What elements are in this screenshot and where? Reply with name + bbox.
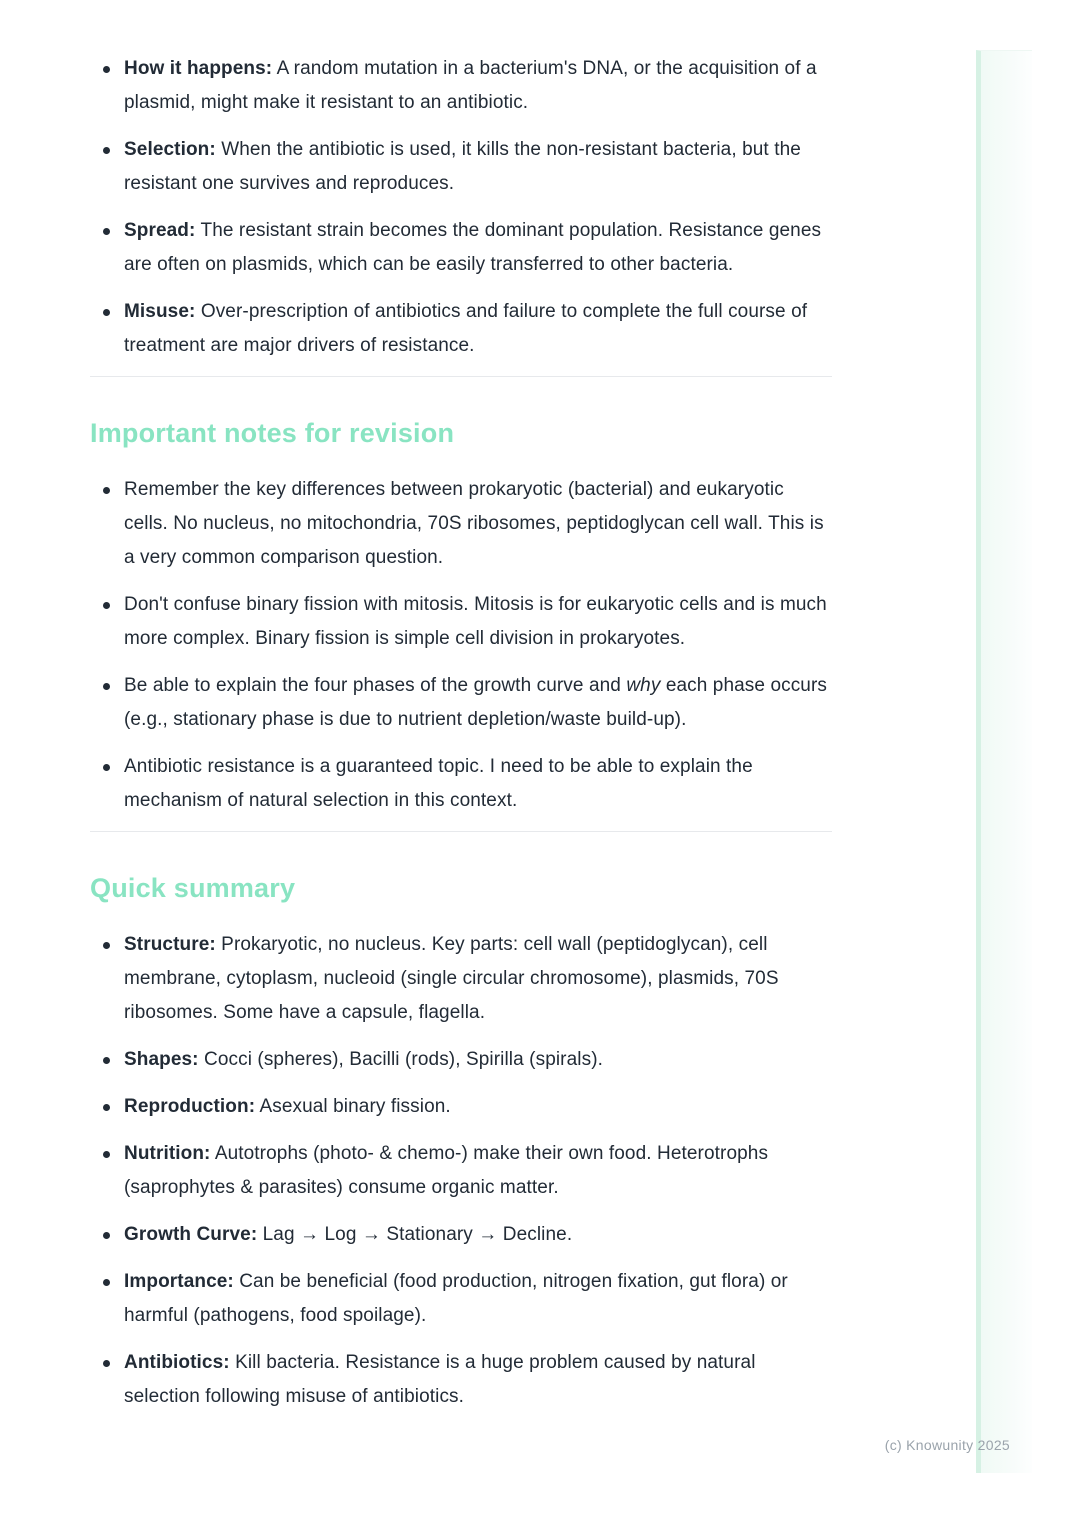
list-item [90, 295, 832, 363]
list-item [90, 928, 832, 1030]
list-item-text: Remember the key differences between prokaryotic (bacterial) and eukaryotic cells. No nucleus, no mitochondria, 70S ribosomes, peptidoglycan cell wall. This is a very common comparison question. [124, 479, 824, 568]
section-heading-quick-summary: Quick summary [90, 873, 296, 903]
list-item-label: Reproduction: [124, 1096, 256, 1117]
list-item-text: Can be beneficial (food production, nitrogen fixation, gut flora) or harmful (pathogens, food spoilage). [124, 1271, 788, 1326]
list-item [90, 1346, 832, 1414]
list-item-text: Don't confuse binary fission with mitosis. Mitosis is for eukaryotic cells and is much more complex. Binary fission is simple cell division in prokaryotes. [124, 594, 827, 649]
list-item-label: Importance: [124, 1271, 234, 1292]
list-item-label: Antibiotics: [124, 1352, 230, 1373]
list-item [90, 1265, 832, 1333]
list-item-text: Lag → Log → Stationary → Decline. [257, 1224, 573, 1245]
list-item-text: Cocci (spheres), Bacilli (rods), Spirilla (spirals). [198, 1049, 604, 1070]
list-item [90, 669, 832, 737]
list-item-text: Asexual binary fission. [255, 1096, 451, 1117]
list-item-text: Over-prescription of antibiotics and failure to complete the full course of treatment are major drivers of resistance. [124, 301, 808, 356]
list-item-text: each phase occurs (e.g., stationary phase is due to nutrient depletion/waste build-up). [124, 675, 828, 730]
list-item-text: Kill bacteria. Resistance is a huge problem caused by natural selection following misuse of antibiotics. [124, 1352, 756, 1407]
list-item-text: The resistant strain becomes the dominant population. Resistance genes are often on plasmids, which can be easily transferred to other bacteria. [124, 220, 822, 275]
page-edge-stripe [976, 50, 1032, 1473]
section-heading-important-notes: Important notes for revision [90, 418, 455, 448]
list-item-label: Selection: [124, 139, 216, 160]
list-item-text: A random mutation in a bacterium's DNA, or the acquisition of a plasmid, might make it resistant to an antibiotic. [124, 58, 817, 113]
section-divider [90, 376, 832, 377]
list-item [90, 588, 832, 656]
list-item-label: Spread: [124, 220, 196, 241]
list-item [90, 1218, 832, 1252]
list-item-label: Shapes: [124, 1049, 199, 1070]
copyright-watermark: (c) Knowunity 2025 [884, 1437, 1010, 1453]
list-item [90, 133, 832, 201]
list-item [90, 750, 832, 818]
list-item-text: Autotrophs (photo- & chemo-) make their own food. Heterotrophs (saprophytes & parasites) consume organic matter. [124, 1143, 769, 1198]
list-item-label: Nutrition: [124, 1143, 211, 1164]
list-item-text: Prokaryotic, no nucleus. Key parts: cell wall (peptidoglycan), cell membrane, cytoplasm, nucleoid (single circular chromosome), plasmids, 70S ribosomes. Some have a capsule, flagella. [124, 934, 779, 1023]
list-item [90, 1043, 832, 1077]
list-item [90, 1090, 832, 1124]
list-item-label: How it happens: [124, 58, 273, 79]
section-divider [90, 831, 832, 832]
list-item [90, 52, 832, 120]
list-item-label: Structure: [124, 934, 216, 955]
list-item [90, 214, 832, 282]
list-item-text: Be able to explain the four phases of the growth curve and [124, 675, 627, 696]
bullet-list-antibiotic-resistance [90, 52, 832, 363]
list-item-text: why [626, 675, 661, 696]
document-content [90, 52, 832, 1427]
bullet-list-quick-summary [90, 928, 832, 1414]
list-item [90, 1137, 832, 1205]
list-item-text: When the antibiotic is used, it kills the non-resistant bacteria, but the resistant one survives and reproduces. [124, 139, 801, 194]
list-item-text: Antibiotic resistance is a guaranteed topic. I need to be able to explain the mechanism of natural selection in this context. [124, 756, 753, 811]
list-item-label: Growth Curve: [124, 1224, 258, 1245]
list-item [90, 473, 832, 575]
bullet-list-revision-notes [90, 473, 832, 818]
list-item-label: Misuse: [124, 301, 196, 322]
